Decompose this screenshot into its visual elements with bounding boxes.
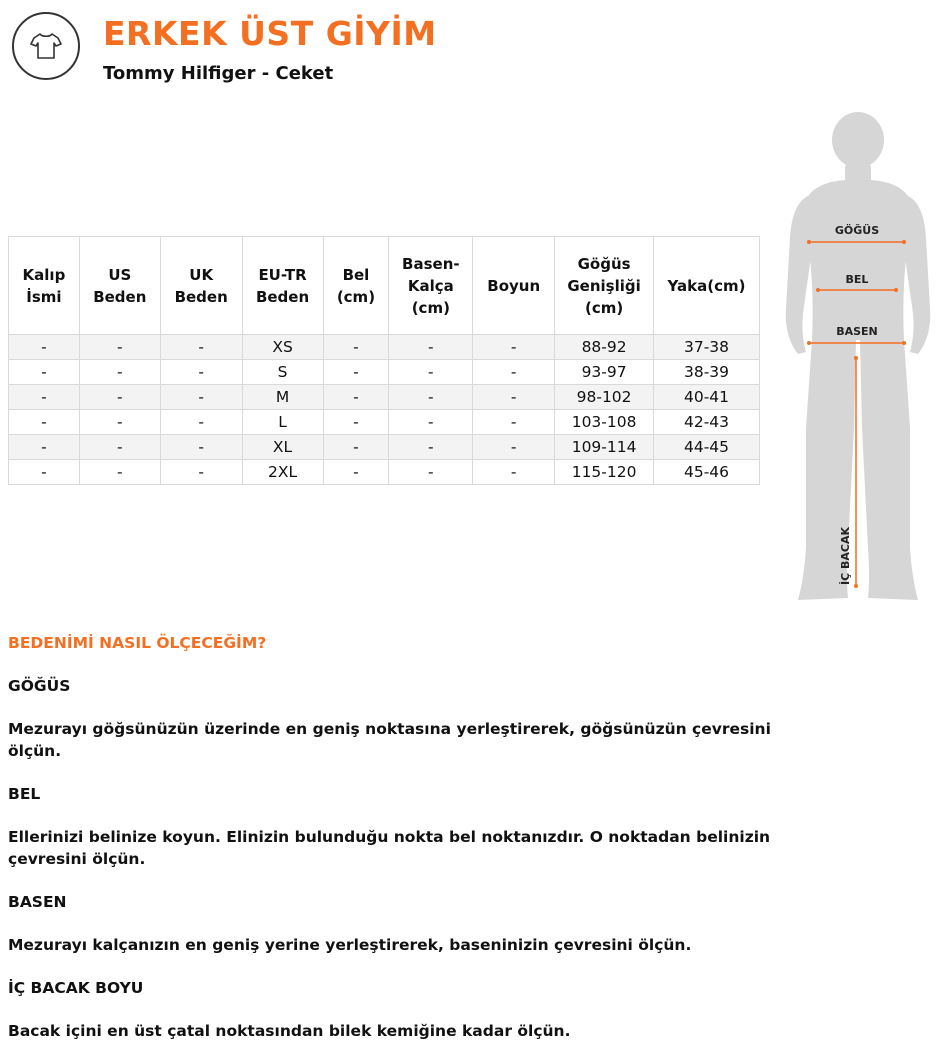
tshirt-icon bbox=[12, 12, 80, 80]
table-cell: - bbox=[473, 460, 555, 485]
table-cell: - bbox=[160, 435, 242, 460]
table-cell: - bbox=[9, 460, 80, 485]
table-cell: - bbox=[9, 410, 80, 435]
table-cell: - bbox=[389, 385, 473, 410]
table-cell: - bbox=[79, 360, 160, 385]
table-cell: - bbox=[473, 360, 555, 385]
section-text-waist: Ellerinizi belinize koyun. Elinizin bulunduğu nokta bel noktanızdır. O noktadan belinizin çevresini ölçün. bbox=[8, 828, 771, 868]
guide-title: BEDENİMİ NASIL ÖLÇECEĞİM? bbox=[8, 634, 267, 652]
table-cell: - bbox=[389, 410, 473, 435]
header-cell: Basen-Kalça (cm) bbox=[389, 237, 473, 335]
table-cell: - bbox=[9, 360, 80, 385]
header-cell: Boyun bbox=[473, 237, 555, 335]
table-cell: - bbox=[323, 435, 389, 460]
table-cell: - bbox=[160, 335, 242, 360]
section-text-hip: Mezurayı kalçanızın en geniş yerine yerleştirerek, baseninizin çevresini ölçün. bbox=[8, 936, 692, 954]
table-cell: - bbox=[160, 360, 242, 385]
header-cell: UK Beden bbox=[160, 237, 242, 335]
table-cell: - bbox=[389, 335, 473, 360]
table-cell: 45-46 bbox=[654, 460, 760, 485]
header-cell: Bel (cm) bbox=[323, 237, 389, 335]
table-cell: - bbox=[79, 385, 160, 410]
table-cell: 109-114 bbox=[555, 435, 654, 460]
table-row bbox=[9, 435, 760, 460]
header-cell: Göğüs Genişliği (cm) bbox=[555, 237, 654, 335]
table-cell: 2XL bbox=[242, 460, 323, 485]
table-cell: - bbox=[323, 360, 389, 385]
table-cell: 88-92 bbox=[555, 335, 654, 360]
table-cell: - bbox=[79, 435, 160, 460]
section-heading-hip: BASEN bbox=[8, 893, 67, 911]
chest-label: GÖĞÜS bbox=[834, 224, 880, 237]
section-heading-chest: GÖĞÜS bbox=[8, 677, 71, 695]
table-header-row bbox=[9, 237, 760, 335]
header-cell: Kalıp İsmi bbox=[9, 237, 80, 335]
table-row bbox=[9, 385, 760, 410]
table-cell: - bbox=[323, 460, 389, 485]
table-cell: 37-38 bbox=[654, 335, 760, 360]
table-cell: - bbox=[323, 410, 389, 435]
table-cell: XS bbox=[242, 335, 323, 360]
table-cell: - bbox=[389, 435, 473, 460]
table-cell: - bbox=[389, 460, 473, 485]
table-cell: - bbox=[79, 460, 160, 485]
table-cell: 93-97 bbox=[555, 360, 654, 385]
table-cell: XL bbox=[242, 435, 323, 460]
inseam-label: İÇ BACAK bbox=[839, 526, 852, 586]
table-cell: - bbox=[473, 335, 555, 360]
section-heading-inseam: İÇ BACAK BOYU bbox=[8, 979, 144, 997]
table-row bbox=[9, 335, 760, 360]
table-cell: 115-120 bbox=[555, 460, 654, 485]
table-cell: S bbox=[242, 360, 323, 385]
table-cell: L bbox=[242, 410, 323, 435]
table-cell: 98-102 bbox=[555, 385, 654, 410]
table-row bbox=[9, 460, 760, 485]
section-text-inseam: Bacak içini en üst çatal noktasından bilek kemiğine kadar ölçün. bbox=[8, 1022, 571, 1040]
table-cell: - bbox=[323, 385, 389, 410]
table-cell: - bbox=[79, 410, 160, 435]
measurement-guide bbox=[8, 632, 798, 1063]
section-text-chest: Mezurayı göğsünüzün üzerinde en geniş noktasına yerleştirerek, göğsünüzün çevresini ölçün. bbox=[8, 720, 771, 760]
table-cell: 40-41 bbox=[654, 385, 760, 410]
table-cell: 38-39 bbox=[654, 360, 760, 385]
table-cell: 44-45 bbox=[654, 435, 760, 460]
table-cell: - bbox=[323, 335, 389, 360]
waist-label: BEL bbox=[845, 273, 869, 286]
table-cell: - bbox=[9, 435, 80, 460]
table-cell: - bbox=[9, 335, 80, 360]
table-cell: M bbox=[242, 385, 323, 410]
table-row bbox=[9, 410, 760, 435]
body-measurement-figure bbox=[778, 108, 945, 608]
table-cell: 103-108 bbox=[555, 410, 654, 435]
table-cell: 42-43 bbox=[654, 410, 760, 435]
table-cell: - bbox=[9, 385, 80, 410]
table-cell: - bbox=[160, 410, 242, 435]
header-cell: US Beden bbox=[79, 237, 160, 335]
table-cell: - bbox=[160, 460, 242, 485]
section-heading-waist: BEL bbox=[8, 785, 41, 803]
table-cell: - bbox=[160, 385, 242, 410]
page-title: ERKEK ÜST GİYİM bbox=[103, 14, 437, 53]
table-cell: - bbox=[473, 410, 555, 435]
table-cell: - bbox=[389, 360, 473, 385]
hip-label: BASEN bbox=[836, 325, 878, 338]
table-cell: - bbox=[79, 335, 160, 360]
product-subtitle: Tommy Hilfiger - Ceket bbox=[103, 63, 334, 84]
body-silhouette bbox=[786, 112, 931, 600]
table-cell: - bbox=[473, 385, 555, 410]
size-table bbox=[8, 236, 760, 485]
table-cell: - bbox=[473, 435, 555, 460]
header-cell: EU-TR Beden bbox=[242, 237, 323, 335]
table-row bbox=[9, 360, 760, 385]
header-cell: Yaka(cm) bbox=[654, 237, 760, 335]
